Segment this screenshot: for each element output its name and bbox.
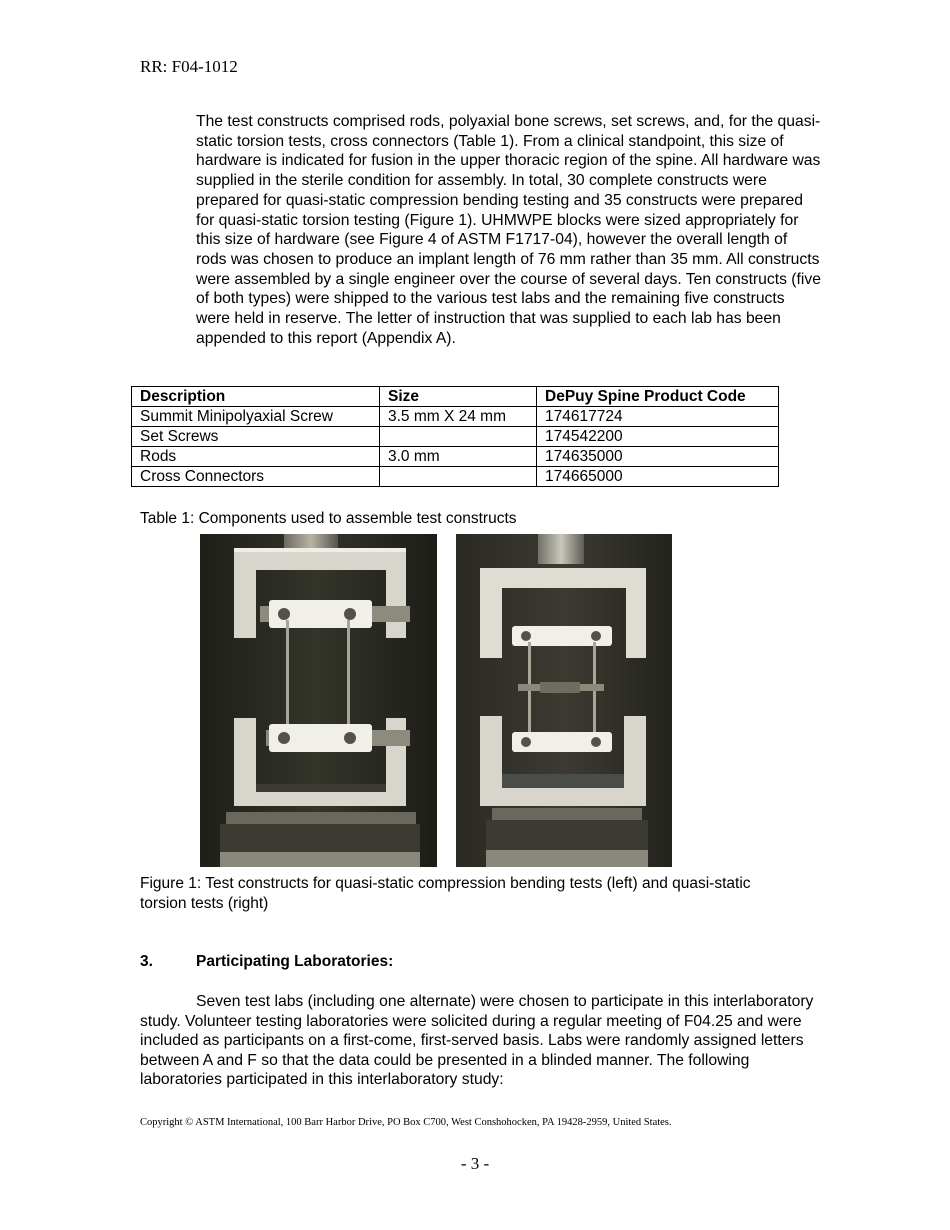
components-table xyxy=(131,386,779,487)
table-cell: Cross Connectors xyxy=(132,467,380,487)
table-row xyxy=(132,427,779,447)
compression-bending-construct-photo xyxy=(200,534,437,867)
table-cell: 3.0 mm xyxy=(380,447,537,467)
section-number: 3. xyxy=(140,953,153,970)
figure-caption xyxy=(140,874,790,913)
column-header-description: Description xyxy=(132,387,380,407)
column-header-size: Size xyxy=(380,387,537,407)
table-cell: Rods xyxy=(132,447,380,467)
compression-bending-construct-image xyxy=(200,534,437,867)
table-row xyxy=(132,447,779,467)
table-cell: 174617724 xyxy=(537,407,779,427)
table-cell: Set Screws xyxy=(132,427,380,447)
intro-text: The test constructs comprised rods, polyaxial bone screws, set screws, and, for the quasi-static torsion tests, cross connectors (Table 1). From a clinical standpoint, this size of hardware is indicated for fusion in the upper thoracic region of the spine. All hardware was supplied in the sterile condition for assembly. In total, 30 complete constructs were prepared for quasi-static compression bending testing and 35 constructs were prepared for quasi-static torsion testing (Figure 1). UHMWPE blocks were sized appropriately for this size of hardware (see Figure 4 of ASTM F1717-04), however the overall length of rods was chosen to produce an implant length of 76 mm rather than 35 mm. All constructs were assembled by a single engineer over the course of several days. Ten constructs (five of both types) were shipped to the various test labs and the remaining five constructs were held in reserve. The letter of instruction that was supplied to each lab has been appended to this report (Appendix A). xyxy=(196,113,821,347)
column-header-product-code: DePuy Spine Product Code xyxy=(537,387,779,407)
table-row xyxy=(132,467,779,487)
table-cell: 174542200 xyxy=(537,427,779,447)
table-cell: 3.5 mm X 24 mm xyxy=(380,407,537,427)
table-row xyxy=(132,407,779,427)
table-cell xyxy=(380,467,537,487)
table-cell: 174635000 xyxy=(537,447,779,467)
page-number: - 3 - xyxy=(460,1154,490,1173)
table-cell: Summit Minipolyaxial Screw xyxy=(132,407,380,427)
torsion-construct-image xyxy=(456,534,672,867)
intro-paragraph xyxy=(196,112,821,348)
table-cell xyxy=(380,427,537,447)
table-cell: 174665000 xyxy=(537,467,779,487)
figure-caption-text: Figure 1: Test constructs for quasi-static compression bending tests (left) and quasi-static torsion tests (right) xyxy=(140,875,751,912)
table-header-row xyxy=(132,387,779,407)
report-id: RR: F04-1012 xyxy=(140,57,238,76)
torsion-construct-photo xyxy=(456,534,672,867)
labs-paragraph-text: Seven test labs (including one alternate) were chosen to participate in this interlaboratory study. Volunteer testing laboratories were solicited during a regular meeting of F04.25 and were included as participants on a first-come, first-served basis. Labs were randomly assigned letters between A and F so that the data could be presented in a blinded manner. The following laboratories participated in this interlaboratory study: xyxy=(140,993,814,1089)
section-title: Participating Laboratories: xyxy=(196,953,394,970)
labs-paragraph xyxy=(140,992,820,1090)
copyright-notice: Copyright © ASTM International, 100 Barr Harbor Drive, PO Box C700, West Conshohocken, PA 19428-2959, United States. xyxy=(140,1117,672,1128)
table-caption: Table 1: Components used to assemble test constructs xyxy=(140,510,517,527)
